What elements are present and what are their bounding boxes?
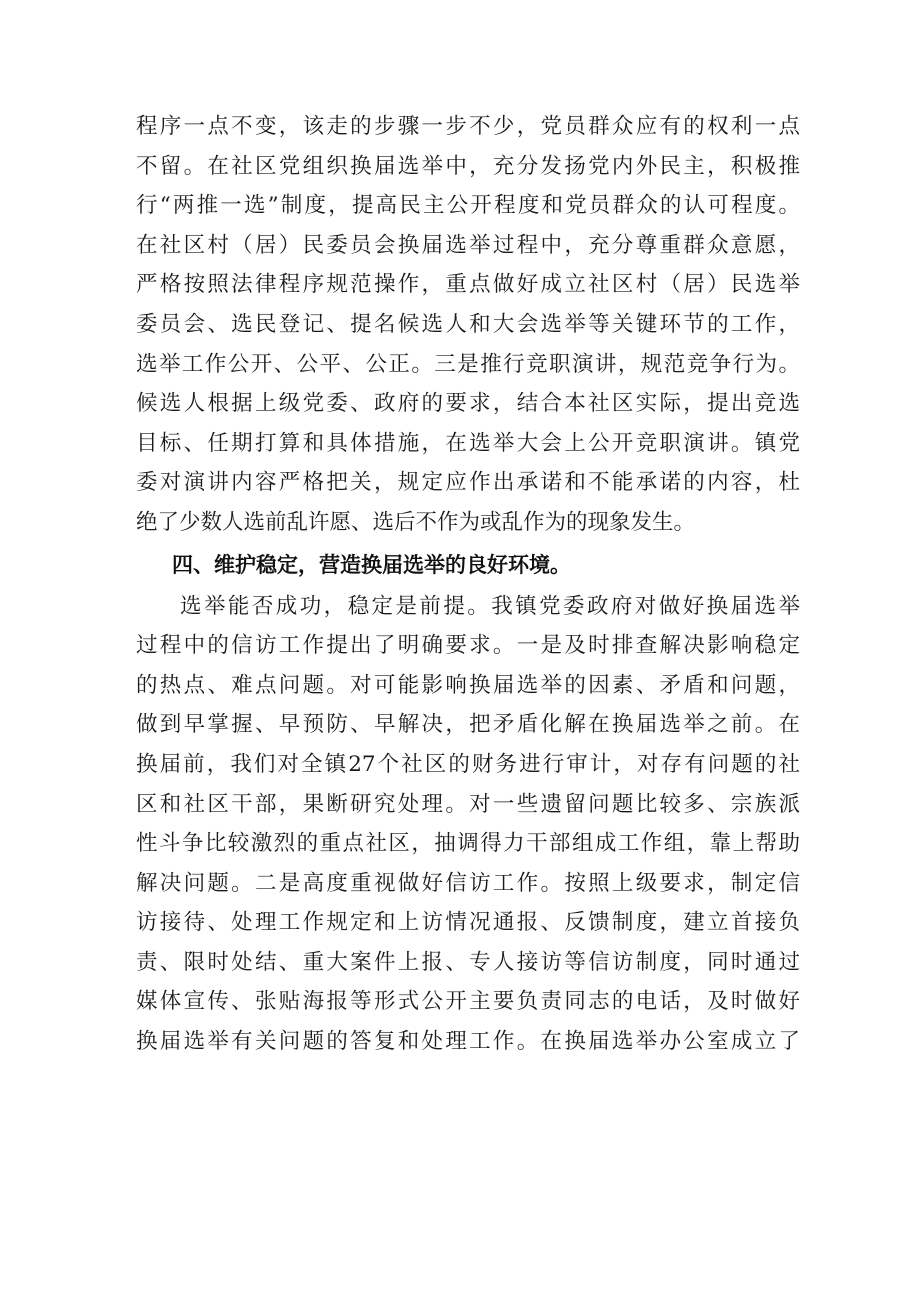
text-line: 的热点、难点问题。对可能影响换届选举的因素、矛盾和问题， [136,672,800,698]
text-line: 严格按照法律程序规范操作，重点做好成立社区村（居）民选举 [136,272,800,298]
text-line: 不留。在社区党组织换届选举中，充分发扬党内外民主，积极推 [136,153,800,179]
text-line: 选举能否成功，稳定是前提。我镇党委政府对做好换届选举 [180,593,800,619]
text-line: 委员会、选民登记、提名候选人和大会选举等关键环节的工作， [136,311,800,337]
text-line: 程序一点不变，该走的步骤一步不少，党员群众应有的权利一点 [136,114,800,139]
text-line: 绝了少数人选前乱许愿、选后不作为或乱作为的现象发生。 [136,509,696,535]
paragraph-2 [136,587,800,1062]
text-line: 责、限时处结、重大案件上报、专人接访等信访制度，同时通过 [136,949,800,975]
text-line: 做到早掌握、早预防、早解决，把矛盾化解在换届选举之前。在 [136,712,800,738]
text-line: 解决问题。二是高度重视做好信访工作。按照上级要求，制定信 [136,870,800,896]
text-line: 委对演讲内容严格把关，规定应作出承诺和不能承诺的内容，杜 [136,470,800,496]
text-line: 目标、任期打算和具体措施，在选举大会上公开竞职演讲。镇党 [136,430,800,456]
paragraph-1 [136,107,800,543]
text-line: 候选人根据上级党委、政府的要求，结合本社区实际，提出竞选 [136,391,800,417]
text-line: 访接待、处理工作规定和上访情况通报、反馈制度，建立首接负 [136,910,800,936]
text-line: 选举工作公开、公平、公正。三是推行竞职演讲，规范竞争行为。 [136,351,800,377]
text-line: 性斗争比较激烈的重点社区，抽调得力干部组成工作组，靠上帮助 [136,831,800,857]
text-line: 区和社区干部，果断研究处理。对一些遗留问题比较多、宗族派 [136,791,800,817]
text-line: 在社区村（居）民委员会换届选举过程中，充分尊重群众意愿， [136,232,800,258]
text-line: 换届选举有关问题的答复和处理工作。在换届选举办公室成立了 [136,1029,800,1055]
text-line: 过程中的信访工作提出了明确要求。一是及时排查解决影响稳定 [136,633,800,659]
section-heading: 四、维护稳定，营造换届选举的良好环境。 [172,552,571,577]
text-line: 行“两推一选”制度，提高民主公开程度和党员群众的认可程度。 [136,193,800,219]
text-line: 换届前，我们对全镇27个社区的财务进行审计，对存有问题的社 [136,751,800,777]
document-body [136,107,800,1062]
text-line: 媒体宣传、张贴海报等形式公开主要负责同志的电话，及时做好 [136,989,800,1015]
